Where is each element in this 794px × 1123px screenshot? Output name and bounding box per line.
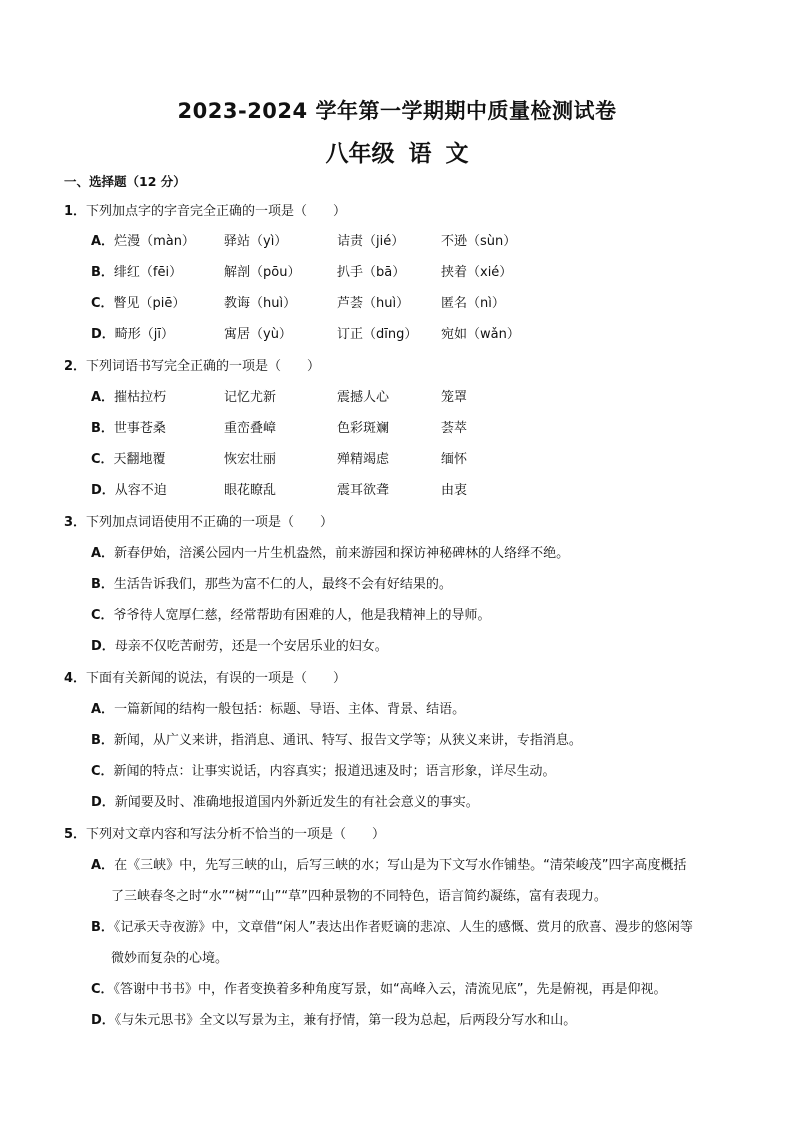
option-b	[91, 573, 741, 592]
option-cell: 宛如（wǎn）	[441, 327, 520, 342]
exam-title: 2023-2024 学年第一学期期中质量检测试卷	[177, 99, 617, 123]
option-c	[91, 978, 741, 997]
option-row-b	[91, 261, 182, 280]
option-d	[91, 1009, 741, 1028]
option-row-d	[91, 479, 167, 498]
option-key: A．	[91, 546, 115, 561]
option-key: B．	[91, 265, 114, 280]
option-key: C．	[91, 764, 114, 779]
option-c	[91, 604, 741, 623]
question-2-stem	[64, 355, 320, 374]
option-cell: 眼花瞭乱	[224, 483, 277, 498]
option-cell: 寓居（yù）	[224, 327, 292, 342]
option-cell: 订正（dīng）	[337, 327, 418, 342]
option-b	[91, 916, 741, 935]
option-cell: 荟萃	[441, 421, 468, 436]
option-cell: 从容不迫	[114, 483, 167, 498]
option-a	[91, 854, 741, 873]
question-text: 下列加点字的字音完全正确的一项是（ ）	[86, 204, 347, 219]
option-key: B．	[91, 920, 114, 935]
option-row-a	[91, 230, 195, 249]
option-text: 生活告诉我们，那些为富不仁的人，最终不会有好结果的。	[113, 577, 452, 592]
option-d	[91, 635, 741, 654]
option-text: 新闻要及时、准确地报道国内外新近发生的有社会意义的事实。	[114, 795, 479, 810]
question-text: 下列对文章内容和写法分析不恰当的一项是（ ）	[86, 827, 386, 842]
option-a	[91, 698, 741, 717]
question-number: 2．	[64, 359, 87, 374]
option-cell: 震耳欲聋	[337, 483, 390, 498]
option-cell: 瞥见（piē）	[113, 296, 186, 311]
option-cell: 不逊（sùn）	[441, 234, 517, 249]
option-text: 在《三峡》中，先写三峡的山，后写三峡的水；写山是为下文写水作铺垫。“清荣峻茂”四字高度概括	[114, 858, 687, 873]
option-cell: 教诲（huì）	[224, 296, 297, 311]
option-cell: 摧枯拉朽	[114, 390, 167, 405]
exam-subtitle: 八年级 语 文	[325, 141, 469, 167]
option-cell: 由衷	[441, 483, 468, 498]
option-text: 爷爷待人宽厚仁慈，经常帮助有困难的人，他是我精神上的导师。	[113, 608, 491, 623]
option-key: D．	[91, 327, 115, 342]
question-3-stem	[64, 511, 333, 530]
question-number: 1．	[64, 204, 87, 219]
option-text: 《答谢中书书》中，作者变换着多种角度写景，如“高峰入云，清流见底”，先是俯视，再是仰视。	[113, 982, 667, 997]
option-row-c	[91, 292, 185, 311]
option-row-b	[91, 417, 166, 436]
question-5-stem	[64, 823, 385, 842]
option-row-d	[91, 323, 174, 342]
option-key: D．	[91, 639, 115, 654]
section-heading: 一、选择题（12 分）	[64, 174, 186, 189]
option-cell: 挟着（xié）	[441, 265, 513, 280]
option-key: D．	[91, 1013, 115, 1028]
option-cell: 震撼人心	[337, 390, 390, 405]
option-cell: 解剖（pōu）	[224, 265, 301, 280]
option-d	[91, 791, 741, 810]
option-key: A．	[91, 858, 115, 873]
option-cell: 诘责（jié）	[337, 234, 405, 249]
question-4-stem	[64, 667, 346, 686]
option-b	[91, 729, 741, 748]
option-text: 一篇新闻的结构一般包括：标题、导语、主体、背景、结语。	[114, 702, 466, 717]
option-cell: 世事苍桑	[113, 421, 166, 436]
option-cell: 恢宏壮丽	[224, 452, 277, 467]
option-cell: 芦荟（huì）	[337, 296, 410, 311]
option-cell: 烂漫（màn）	[114, 234, 195, 249]
option-a	[91, 542, 741, 561]
question-number: 4．	[64, 671, 87, 686]
option-key: C．	[91, 296, 114, 311]
option-key: A．	[91, 702, 115, 717]
option-row-c	[91, 448, 166, 467]
option-cell: 色彩斑斓	[337, 421, 390, 436]
option-cell: 畸形（jī）	[114, 327, 175, 342]
option-text: 新闻的特点：让事实说话，内容真实；报道迅速及时；语言形象，详尽生动。	[113, 764, 556, 779]
option-key: C．	[91, 452, 114, 467]
question-text: 下面有关新闻的说法，有误的一项是（ ）	[86, 671, 347, 686]
question-number: 5．	[64, 827, 87, 842]
option-row-a	[91, 386, 166, 405]
option-cell: 驿站（yì）	[224, 234, 288, 249]
option-cell: 绯红（fēi）	[113, 265, 183, 280]
option-cell: 匿名（nì）	[441, 296, 505, 311]
question-text: 下列词语书写完全正确的一项是（ ）	[86, 359, 321, 374]
option-text: 新春伊始，涪溪公园内一片生机盎然，前来游园和探访神秘碑林的人络绎不绝。	[114, 546, 570, 561]
option-a-continuation: 了三峡春冬之时“水”“树”“山”“草”四种景物的不同特色，语言简约凝练，富有表现力。	[111, 889, 607, 904]
option-text: 《与朱元思书》全文以写景为主，兼有抒情，第一段为总起，后两段分写水和山。	[114, 1013, 577, 1028]
option-cell: 重峦叠嶂	[224, 421, 277, 436]
option-key: C．	[91, 982, 114, 997]
option-c	[91, 760, 741, 779]
option-key: A．	[91, 390, 115, 405]
option-key: D．	[91, 483, 115, 498]
option-text: 新闻，从广义来讲，指消息、通讯、特写、报告文学等；从狭义来讲，专指消息。	[113, 733, 582, 748]
question-1-stem	[64, 200, 346, 219]
option-text: 《记承天寺夜游》中，文章借“闲人”表达出作者贬谪的悲凉、人生的感慨、赏月的欣喜、漫步的悠闲等	[113, 920, 693, 935]
option-key: B．	[91, 577, 114, 592]
option-text: 母亲不仅吃苦耐劳，还是一个安居乐业的妇女。	[114, 639, 388, 654]
option-cell: 记忆尤新	[224, 390, 277, 405]
option-cell: 殚精竭虑	[337, 452, 390, 467]
option-key: B．	[91, 421, 114, 436]
option-cell: 缅怀	[441, 452, 468, 467]
option-key: B．	[91, 733, 114, 748]
option-cell: 天翻地覆	[113, 452, 166, 467]
option-key: D．	[91, 795, 115, 810]
question-text: 下列加点词语使用不正确的一项是（ ）	[86, 515, 334, 530]
option-key: A．	[91, 234, 115, 249]
option-b-continuation: 微妙而复杂的心境。	[111, 951, 229, 966]
question-number: 3．	[64, 515, 87, 530]
option-cell: 扒手（bā）	[337, 265, 406, 280]
option-cell: 笼罩	[441, 390, 468, 405]
option-key: C．	[91, 608, 114, 623]
